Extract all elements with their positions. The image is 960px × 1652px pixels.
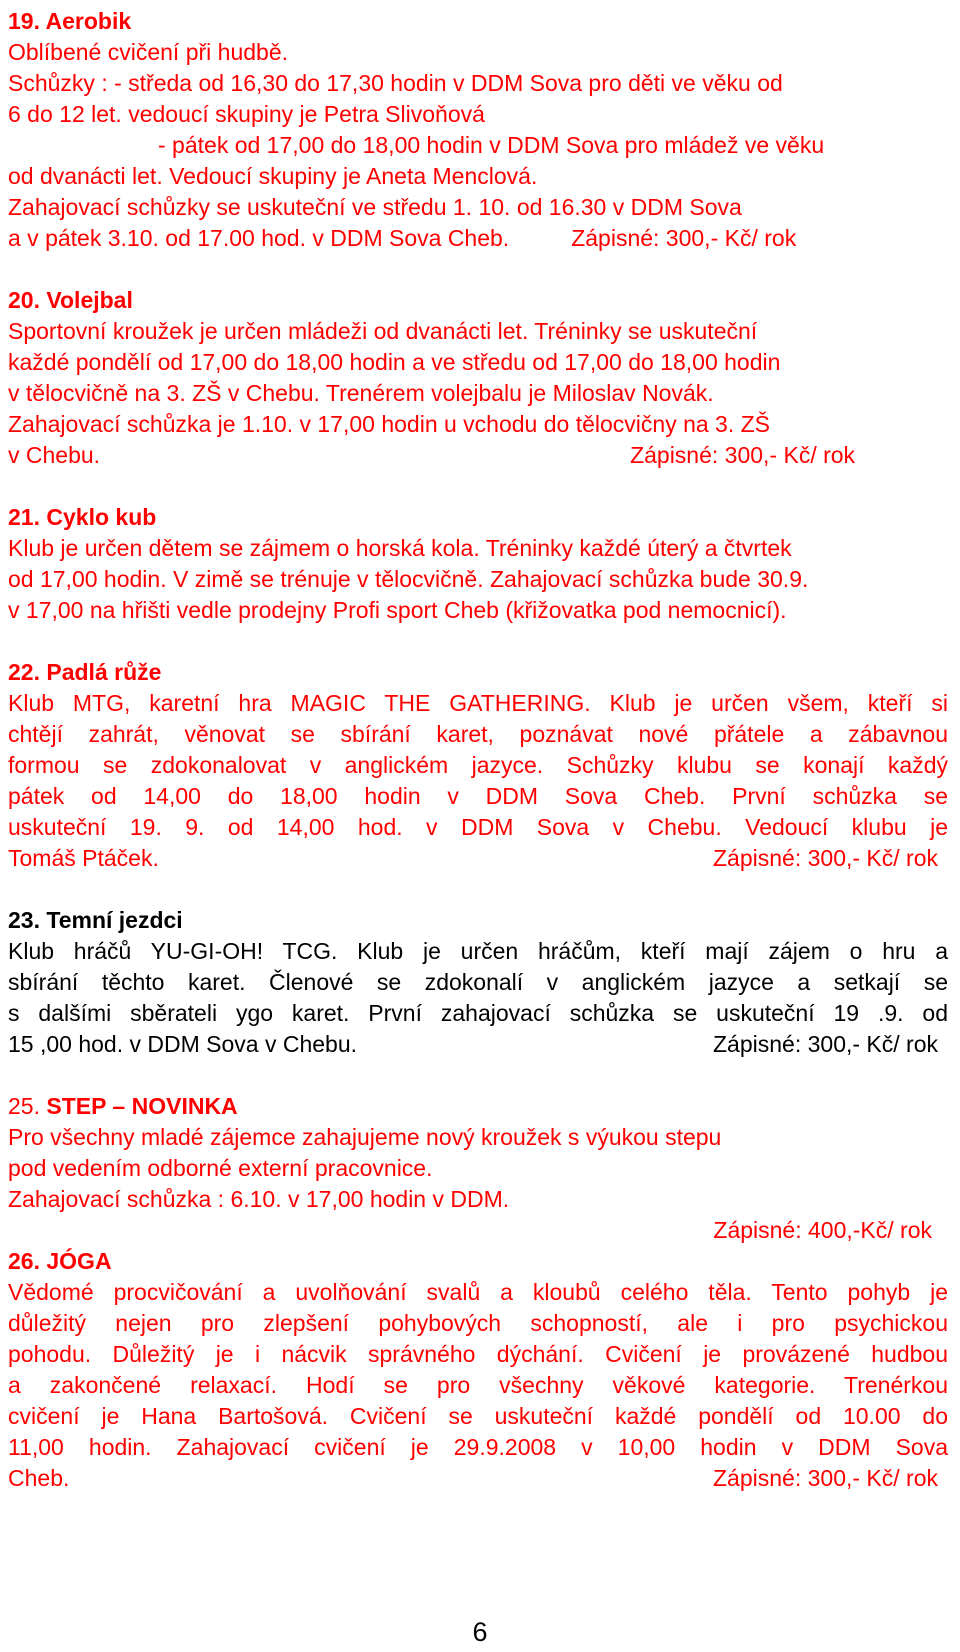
fee-label: Zápisné: 300,- Kč/ rok [630,442,856,468]
text-line: 11,00 hodin. Zahajovací cvičení je 29.9.2008 v 10,00 hodin v DDM Sova [8,1434,948,1460]
text-line: pohodu. Důležitý je i nácvik správného dýchání. Cvičení je provázené hudbou [8,1341,948,1367]
text-line-start: 15 ,00 hod. v DDM Sova v Chebu. [8,1031,358,1057]
section-step [8,1091,948,1246]
text-line: důležitý nejen pro zlepšení pohybových schopností, ale i pro psychickou [8,1310,948,1336]
section-cyklo-kub [8,502,948,626]
text-line: od 17,00 hodin. V zimě se trénuje v tělocvičně. Zahajovací schůzka bude 30.9. [8,566,809,592]
text-line: a zakončené relaxací. Hodí se pro všechny věkové kategorie. Trenérkou [8,1372,948,1398]
document-page [8,6,948,1494]
paragraph [8,936,948,1029]
text-line: Oblíbené cvičení při hudbě. [8,39,289,65]
text-line [8,1463,948,1494]
text-line: Klub MTG, karetní hra MAGIC THE GATHERING. Klub je určen všem, kteří si [8,690,948,716]
section-heading: 22. Padlá růže [8,659,162,685]
paragraph [8,688,948,843]
section-volejbal [8,285,948,471]
text-line: - pátek od 17,00 do 18,00 hodin v DDM Sova pro mládež ve věku [158,132,825,158]
text-line: každé pondělí od 17,00 do 18,00 hodin a ve středu od 17,00 do 18,00 hodin [8,349,781,375]
text-line: sbírání těchto karet. Členové se zdokonalí v anglickém jazyce a setkají se [8,969,948,995]
text-line [8,223,948,254]
section-heading: 19. Aerobik [8,8,132,34]
text-line: Zahajovací schůzka je 1.10. v 17,00 hodin u vchodu do tělocvičny na 3. ZŠ [8,411,771,437]
text-line: Vědomé procvičování a uvolňování svalů a kloubů celého těla. Tento pohyb je [8,1279,948,1305]
text-line: s dalšími sběrateli ygo karet. První zahajovací schůzka se uskuteční 19 .9. od [8,1000,948,1026]
section-heading: 20. Volejbal [8,287,133,313]
text-line: Pro všechny mladé zájemce zahajujeme nový kroužek s výukou stepu [8,1124,722,1150]
text-line [8,1029,948,1060]
fee-label: Zápisné: 400,-Kč/ rok [713,1217,932,1243]
text-line: chtějí zahrát, věnovat se sbírání karet, poznávat nové přátele a zábavnou [8,721,948,747]
text-line: cvičení je Hana Bartošová. Cvičení se uskuteční každé pondělí od 10.00 do [8,1403,948,1429]
section-aerobik [8,6,948,254]
text-line: od dvanácti let. Vedoucí skupiny je Aneta Menclová. [8,163,538,189]
fee-label: Zápisné: 300,- Kč/ rok [713,1031,938,1057]
section-heading: 23. Temní jezdci [8,907,183,933]
paragraph [8,1277,948,1463]
fee-label: Zápisné: 300,- Kč/ rok [713,845,938,871]
text-line [8,440,948,471]
text-line-start: Tomáš Ptáček. [8,845,159,871]
text-line-start: a v pátek 3.10. od 17.00 hod. v DDM Sova Cheb. [8,225,510,251]
fee-label: Zápisné: 300,- Kč/ rok [571,225,797,251]
text-line: Schůzky : - středa od 16,30 do 17,30 hodin v DDM Sova pro děti ve věku od [8,70,783,96]
section-temni-jezdci [8,905,948,1060]
text-line-start: v Chebu. [8,442,101,468]
text-line [8,843,948,874]
text-line: pátek od 14,00 do 18,00 hodin v DDM Sova Cheb. První schůzka se [8,783,948,809]
text-line: Zahajovací schůzky se uskuteční ve středu 1. 10. od 16.30 v DDM Sova [8,194,742,220]
text-line: pod vedením odborné externí pracovnice. [8,1155,433,1181]
text-line: v 17,00 na hřišti vedle prodejny Profi sport Cheb (křižovatka pod nemocnicí). [8,597,787,623]
page-number: 6 [472,1617,488,1647]
text-line: v tělocvičně na 3. ZŠ v Chebu. Trenérem volejbalu je Miloslav Novák. [8,380,714,406]
fee-label: Zápisné: 300,- Kč/ rok [713,1465,938,1491]
section-padla-ruze [8,657,948,874]
text-line: Zahajovací schůzka : 6.10. v 17,00 hodin v DDM. [8,1186,510,1212]
section-heading: 21. Cyklo kub [8,504,157,530]
section-joga [8,1246,948,1494]
section-heading: 26. JÓGA [8,1248,112,1274]
text-line: Sportovní kroužek je určen mládeži od dvanácti let. Tréninky se uskuteční [8,318,758,344]
text-line: formou se zdokonalovat v anglickém jazyce. Schůzky klubu se konají každý [8,752,948,778]
text-line: Klub hráčů YU-GI-OH! TCG. Klub je určen hráčům, kteří mají zájem o hru a [8,938,948,964]
text-line: Klub je určen dětem se zájmem o horská kola. Tréninky každé úterý a čtvrtek [8,535,792,561]
text-line: uskuteční 19. 9. od 14,00 hod. v DDM Sova v Chebu. Vedoucí klubu je [8,814,948,840]
text-line-start: Cheb. [8,1465,70,1491]
section-heading: 25. STEP – NOVINKA [8,1093,238,1119]
text-line: 6 do 12 let. vedoucí skupiny je Petra Slivoňová [8,101,485,127]
